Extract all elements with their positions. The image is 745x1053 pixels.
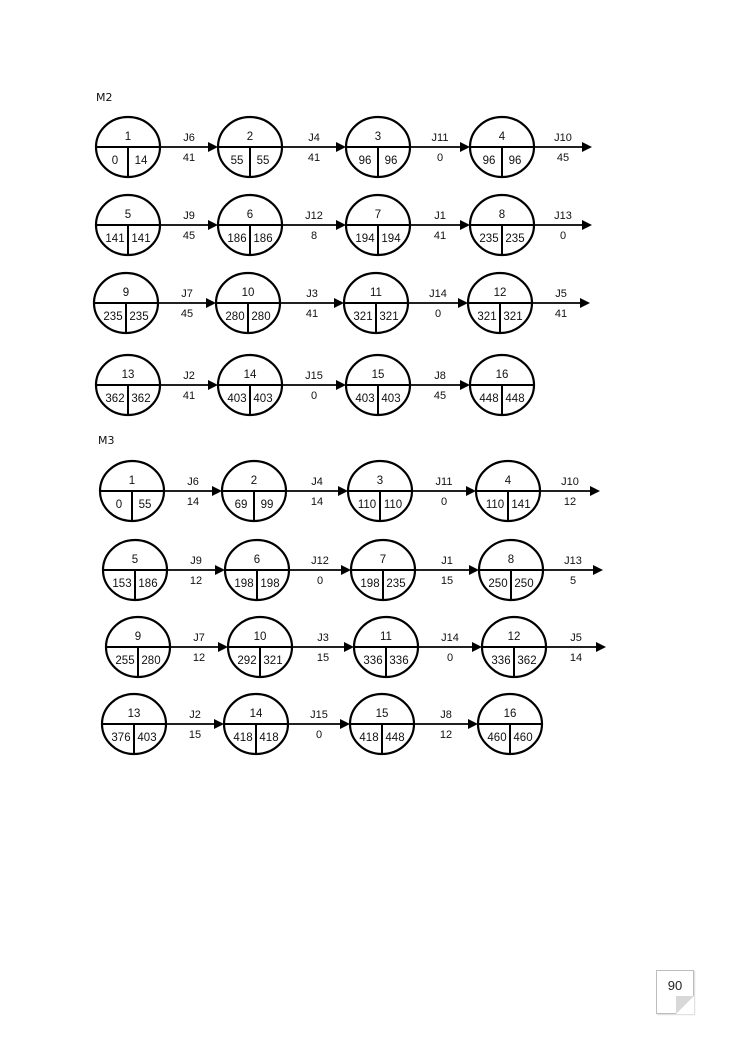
activity-duration: 15	[188, 729, 202, 741]
event-node	[222, 461, 286, 521]
activity-job-label: J5	[555, 288, 567, 300]
node-id: 12	[493, 287, 507, 299]
event-node	[468, 273, 532, 333]
node-late-time: 448	[505, 393, 525, 405]
node-late-time: 321	[379, 311, 399, 323]
activity-job-label: J14	[429, 288, 447, 300]
arrowhead-icon	[215, 565, 225, 575]
event-node	[96, 117, 160, 177]
node-early-time: 110	[485, 499, 505, 511]
activity-duration: 45	[556, 152, 570, 164]
node-early-time: 141	[105, 233, 125, 245]
arrowhead-icon	[218, 642, 228, 652]
event-node	[354, 617, 418, 677]
node-late-time: 198	[260, 578, 280, 590]
node-late-time: 186	[138, 578, 158, 590]
page-number: 90	[667, 978, 683, 993]
network-row	[102, 694, 542, 754]
node-early-time: 255	[115, 655, 135, 667]
node-id: 1	[124, 131, 132, 143]
event-node	[476, 461, 540, 521]
node-early-time: 460	[487, 732, 507, 744]
activity-job-label: J3	[317, 632, 329, 644]
node-early-time: 376	[111, 732, 131, 744]
node-id: 3	[376, 475, 384, 487]
network-row	[96, 195, 592, 255]
node-id: 6	[246, 209, 254, 221]
event-node	[470, 117, 534, 177]
node-id: 14	[243, 369, 257, 381]
event-node	[96, 355, 160, 415]
event-node	[102, 694, 166, 754]
event-node	[228, 617, 292, 677]
node-early-time: 321	[353, 311, 373, 323]
node-id: 3	[374, 131, 382, 143]
arrowhead-icon	[472, 642, 482, 652]
node-early-time: 69	[234, 499, 248, 511]
node-late-time: 280	[141, 655, 161, 667]
event-node	[344, 273, 408, 333]
arrowhead-icon	[344, 642, 354, 652]
node-late-time: 250	[514, 578, 534, 590]
page-number-box	[656, 970, 694, 1014]
activity-duration: 14	[569, 652, 583, 664]
activity-job-label: J6	[183, 132, 195, 144]
node-late-time: 55	[138, 499, 152, 511]
node-late-time: 321	[503, 311, 523, 323]
node-late-time: 96	[384, 155, 398, 167]
network-row	[94, 273, 590, 333]
activity-job-label: J5	[570, 632, 582, 644]
activity-duration: 0	[436, 152, 444, 164]
activity-job-label: J8	[434, 370, 446, 382]
activity-duration: 0	[434, 308, 442, 320]
activity-duration: 15	[316, 652, 330, 664]
node-early-time: 194	[355, 233, 375, 245]
activity-job-label: J6	[187, 476, 199, 488]
arrowhead-icon	[582, 220, 592, 230]
node-late-time: 235	[505, 233, 525, 245]
activity-job-label: J2	[189, 709, 201, 721]
event-node	[218, 117, 282, 177]
node-late-time: 403	[253, 393, 273, 405]
node-id: 10	[241, 287, 255, 299]
activity-duration: 41	[554, 308, 568, 320]
node-late-time: 418	[259, 732, 279, 744]
activity-job-label: J14	[441, 632, 459, 644]
event-node	[94, 273, 158, 333]
activity-duration: 41	[182, 152, 196, 164]
activity-job-label: J15	[305, 370, 323, 382]
node-late-time: 110	[383, 499, 403, 511]
event-node	[478, 694, 542, 754]
node-id: 11	[370, 287, 382, 299]
activity-duration: 41	[182, 390, 196, 402]
activity-job-label: J8	[440, 709, 452, 721]
activity-duration: 45	[433, 390, 447, 402]
event-node	[225, 540, 289, 600]
node-early-time: 153	[112, 578, 132, 590]
arrowhead-icon	[460, 380, 470, 390]
activity-duration: 0	[559, 230, 567, 242]
node-early-time: 0	[115, 499, 123, 511]
node-late-time: 141	[131, 233, 151, 245]
arrowhead-icon	[214, 719, 224, 729]
event-node	[96, 195, 160, 255]
event-node	[482, 617, 546, 677]
arrowhead-icon	[208, 380, 218, 390]
event-node	[224, 694, 288, 754]
node-early-time: 198	[234, 578, 254, 590]
node-late-time: 336	[389, 655, 409, 667]
node-id: 4	[504, 475, 512, 487]
arrowhead-icon	[206, 298, 216, 308]
event-node	[346, 355, 410, 415]
node-id: 7	[374, 209, 382, 221]
network-row	[100, 461, 600, 521]
network-row	[106, 617, 606, 677]
event-node	[350, 694, 414, 754]
activity-duration: 0	[440, 496, 448, 508]
node-late-time: 55	[256, 155, 270, 167]
arrowhead-icon	[469, 565, 479, 575]
node-id: 16	[495, 369, 509, 381]
node-late-time: 186	[253, 233, 273, 245]
arrowhead-icon	[580, 298, 590, 308]
node-early-time: 321	[477, 311, 497, 323]
arrowhead-icon	[466, 486, 476, 496]
event-node	[479, 540, 543, 600]
node-id: 15	[371, 369, 385, 381]
node-id: 1	[128, 475, 136, 487]
node-early-time: 280	[225, 311, 245, 323]
node-id: 9	[122, 287, 130, 299]
arrowhead-icon	[208, 142, 218, 152]
activity-duration: 12	[563, 496, 577, 508]
activity-job-label: J3	[306, 288, 318, 300]
activity-duration: 41	[433, 230, 447, 242]
event-node	[346, 195, 410, 255]
activity-duration: 41	[307, 152, 321, 164]
node-late-time: 235	[129, 311, 149, 323]
arrowhead-icon	[341, 565, 351, 575]
node-late-time: 14	[134, 155, 148, 167]
arrowhead-icon	[590, 486, 600, 496]
node-early-time: 336	[363, 655, 383, 667]
page-fold-icon	[676, 996, 694, 1014]
node-early-time: 110	[357, 499, 377, 511]
node-id: 12	[507, 631, 521, 643]
node-id: 11	[380, 631, 392, 643]
node-id: 7	[379, 554, 387, 566]
activity-duration: 12	[439, 729, 453, 741]
activity-job-label: J13	[564, 555, 582, 567]
node-id: 14	[249, 708, 263, 720]
event-node	[100, 461, 164, 521]
node-early-time: 0	[111, 155, 119, 167]
activity-job-label: J13	[554, 210, 572, 222]
node-late-time: 362	[131, 393, 151, 405]
arrowhead-icon	[458, 298, 468, 308]
event-node	[348, 461, 412, 521]
arrowhead-icon	[336, 220, 346, 230]
event-node	[218, 355, 282, 415]
node-late-time: 321	[263, 655, 283, 667]
node-late-time: 362	[517, 655, 537, 667]
arrowhead-icon	[460, 220, 470, 230]
arrowhead-icon	[593, 565, 603, 575]
section-label-m2: M2	[96, 91, 113, 104]
arrowhead-icon	[582, 142, 592, 152]
activity-job-label: J12	[305, 210, 323, 222]
arrowhead-icon	[460, 142, 470, 152]
activity-duration: 0	[310, 390, 318, 402]
activity-job-label: J11	[435, 476, 453, 488]
arrowhead-icon	[208, 220, 218, 230]
node-early-time: 403	[355, 393, 375, 405]
node-early-time: 198	[360, 578, 380, 590]
activity-job-label: J4	[308, 132, 320, 144]
event-node	[216, 273, 280, 333]
arrowhead-icon	[468, 719, 478, 729]
node-id: 9	[134, 631, 142, 643]
activity-job-label: J7	[193, 632, 205, 644]
node-id: 10	[253, 631, 267, 643]
activity-duration: 45	[180, 308, 194, 320]
node-late-time: 96	[508, 155, 522, 167]
node-late-time: 460	[513, 732, 533, 744]
node-id: 8	[507, 554, 515, 566]
activity-job-label: J2	[183, 370, 195, 382]
node-id: 16	[503, 708, 517, 720]
event-node	[103, 540, 167, 600]
activity-job-label: J9	[183, 210, 195, 222]
activity-job-label: J15	[310, 709, 328, 721]
activity-duration: 0	[446, 652, 454, 664]
activity-duration: 8	[310, 230, 318, 242]
network-row	[96, 117, 592, 177]
node-early-time: 336	[491, 655, 511, 667]
node-late-time: 403	[381, 393, 401, 405]
node-id: 5	[124, 209, 132, 221]
node-early-time: 96	[482, 155, 496, 167]
arrowhead-icon	[336, 142, 346, 152]
activity-job-label: J1	[434, 210, 446, 222]
arrowhead-icon	[334, 298, 344, 308]
node-late-time: 280	[251, 311, 271, 323]
activity-duration: 45	[182, 230, 196, 242]
activity-job-label: J1	[441, 555, 453, 567]
node-id: 13	[127, 708, 141, 720]
activity-duration: 5	[569, 575, 577, 587]
node-early-time: 362	[105, 393, 125, 405]
node-late-time: 448	[385, 732, 405, 744]
node-early-time: 448	[479, 393, 499, 405]
activity-job-label: J7	[181, 288, 193, 300]
arrowhead-icon	[596, 642, 606, 652]
node-early-time: 250	[488, 578, 508, 590]
activity-job-label: J10	[554, 132, 572, 144]
activity-duration: 0	[316, 575, 324, 587]
event-node	[106, 617, 170, 677]
activity-job-label: J10	[561, 476, 579, 488]
node-late-time: 99	[260, 499, 274, 511]
event-node	[470, 195, 534, 255]
activity-job-label: J4	[311, 476, 323, 488]
activity-duration: 14	[310, 496, 324, 508]
arrowhead-icon	[340, 719, 350, 729]
node-late-time: 141	[511, 499, 531, 511]
node-id: 4	[498, 131, 506, 143]
activity-duration: 41	[305, 308, 319, 320]
activity-job-label: J9	[190, 555, 202, 567]
activity-duration: 12	[189, 575, 203, 587]
arrowhead-icon	[336, 380, 346, 390]
node-late-time: 235	[386, 578, 406, 590]
node-id: 5	[131, 554, 139, 566]
network-row	[103, 540, 603, 600]
activity-duration: 15	[440, 575, 454, 587]
activity-job-label: J11	[431, 132, 449, 144]
node-early-time: 235	[479, 233, 499, 245]
node-id: 13	[121, 369, 135, 381]
event-node	[470, 355, 534, 415]
node-early-time: 235	[103, 311, 123, 323]
event-node	[351, 540, 415, 600]
activity-duration: 0	[315, 729, 323, 741]
node-id: 6	[253, 554, 261, 566]
node-late-time: 403	[137, 732, 157, 744]
node-id: 2	[250, 475, 258, 487]
node-early-time: 55	[230, 155, 244, 167]
node-id: 2	[246, 131, 254, 143]
activity-duration: 12	[192, 652, 206, 664]
arrowhead-icon	[338, 486, 348, 496]
activity-job-label: J12	[311, 555, 329, 567]
node-early-time: 418	[233, 732, 253, 744]
node-early-time: 292	[237, 655, 257, 667]
node-early-time: 186	[227, 233, 247, 245]
activity-duration: 14	[186, 496, 200, 508]
node-id: 15	[375, 708, 389, 720]
arrowhead-icon	[212, 486, 222, 496]
node-id: 8	[498, 209, 506, 221]
node-early-time: 403	[227, 393, 247, 405]
event-node	[218, 195, 282, 255]
network-row	[96, 355, 534, 415]
node-late-time: 194	[381, 233, 401, 245]
event-node	[346, 117, 410, 177]
section-label-m3: M3	[98, 434, 115, 447]
node-early-time: 418	[359, 732, 379, 744]
node-early-time: 96	[358, 155, 372, 167]
